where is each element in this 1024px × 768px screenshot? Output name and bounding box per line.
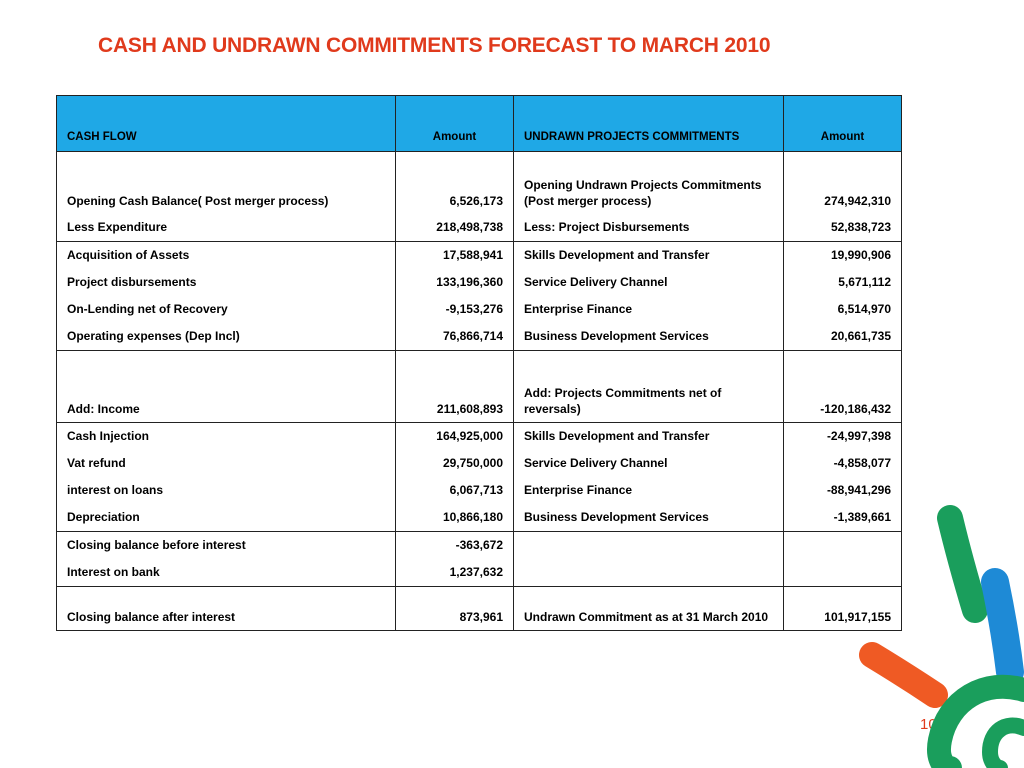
table-cell: Vat refund [57,450,396,477]
table-cell: Depreciation [57,504,396,532]
table-cell: Enterprise Finance [514,296,784,323]
table-cell: 29,750,000 [396,450,514,477]
table-cell: Add: Income [57,350,396,422]
table-cell: Service Delivery Channel [514,269,784,296]
table-cell: 6,514,970 [784,296,902,323]
table-cell: Business Development Services [514,504,784,532]
table-cell: Cash Injection [57,422,396,450]
table-cell: -9,153,276 [396,296,514,323]
table-cell: interest on loans [57,477,396,504]
table-cell: Project disbursements [57,269,396,296]
table-cell: 1,237,632 [396,559,514,587]
table-cell: Closing balance after interest [57,586,396,630]
table-cell: 6,526,173 [396,152,514,214]
table-cell: 164,925,000 [396,422,514,450]
table-cell: On-Lending net of Recovery [57,296,396,323]
table-cell: Operating expenses (Dep Incl) [57,323,396,351]
table-cell: -363,672 [396,531,514,559]
table-cell: Closing balance before interest [57,531,396,559]
table-cell: 20,661,735 [784,323,902,351]
slide-title: CASH AND UNDRAWN COMMITMENTS FORECAST TO MARCH 2010 [98,34,771,57]
table-cell: -1,389,661 [784,504,902,532]
table-cell: Opening Undrawn Projects Commitments (Post merger process) [514,152,784,214]
table-cell: Business Development Services [514,323,784,351]
table-cell: -4,858,077 [784,450,902,477]
table-cell: Skills Development and Transfer [514,422,784,450]
header-amount: Amount [784,96,902,152]
table-cell: Less Expenditure [57,214,396,242]
table-cell: Service Delivery Channel [514,450,784,477]
table-cell: 5,671,112 [784,269,902,296]
table-cell: 218,498,738 [396,214,514,242]
table-cell: Skills Development and Transfer [514,241,784,269]
table-cell: 133,196,360 [396,269,514,296]
table-cell: 274,942,310 [784,152,902,214]
table-cell: 10,866,180 [396,504,514,532]
table-cell: Opening Cash Balance( Post merger process) [57,152,396,214]
header-undrawn-commitments: UNDRAWN PROJECTS COMMITMENTS [514,96,784,152]
page-number: 10 [920,716,937,733]
table-cell: 17,588,941 [396,241,514,269]
table-cell: 19,990,906 [784,241,902,269]
table-cell: 6,067,713 [396,477,514,504]
header-cash-flow: CASH FLOW [57,96,396,152]
table-cell: 211,608,893 [396,350,514,422]
table-cell: 52,838,723 [784,214,902,242]
table-cell: -88,941,296 [784,477,902,504]
table-cell: Enterprise Finance [514,477,784,504]
table-cell: Add: Projects Commitments net of reversals) [514,350,784,422]
table-cell: 873,961 [396,586,514,630]
table-cell: Less: Project Disbursements [514,214,784,242]
table-cell: Acquisition of Assets [57,241,396,269]
table-cell: Interest on bank [57,559,396,587]
table-cell: -24,997,398 [784,422,902,450]
table-cell: Undrawn Commitment as at 31 March 2010 [514,586,784,630]
header-amount: Amount [396,96,514,152]
table-cell: -120,186,432 [784,350,902,422]
table-cell: 101,917,155 [784,586,902,630]
table-cell: 76,866,714 [396,323,514,351]
